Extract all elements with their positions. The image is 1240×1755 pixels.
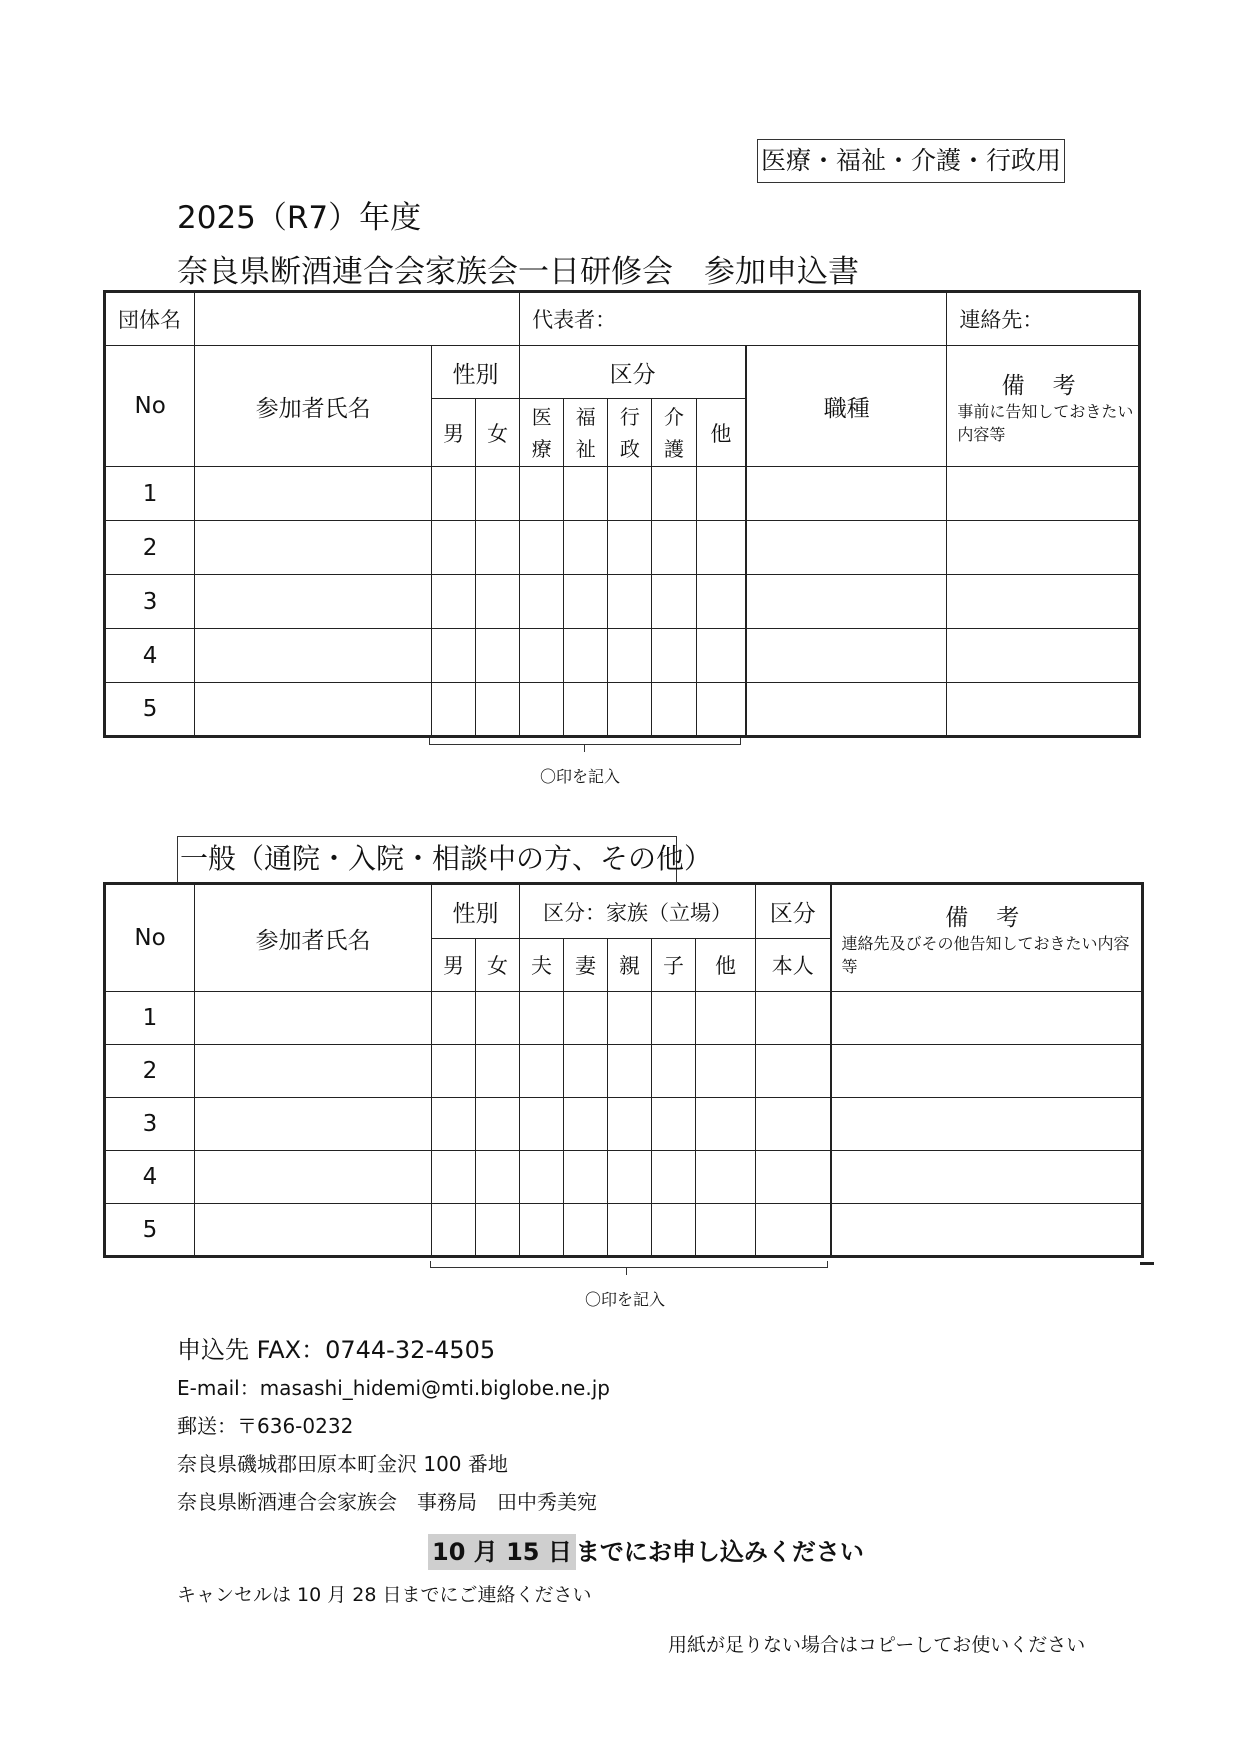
remarks-title: 備考 xyxy=(1001,372,1104,399)
remarks-cell[interactable] xyxy=(947,575,1140,629)
welfare-cell[interactable] xyxy=(564,521,608,575)
table-row xyxy=(105,575,1140,629)
male-cell[interactable] xyxy=(432,1098,476,1151)
other-cell[interactable] xyxy=(696,521,746,575)
child-cell[interactable] xyxy=(652,1045,696,1098)
other-cell[interactable] xyxy=(696,1045,756,1098)
row-number: 1 xyxy=(105,467,195,521)
parent-cell[interactable] xyxy=(608,1098,652,1151)
husband-cell[interactable] xyxy=(520,992,564,1045)
name-cell[interactable] xyxy=(195,629,432,683)
female-cell[interactable] xyxy=(476,521,520,575)
email-line: E-mail：masashi_hidemi@mti.biglobe.ne.jp xyxy=(177,1376,610,1400)
table-row xyxy=(105,683,1140,737)
general-section-title: 一般（通院・入院・相談中の方、その他） xyxy=(177,836,677,882)
care-header xyxy=(652,399,696,467)
contact-field[interactable]: 連絡先： xyxy=(947,292,1140,346)
male-cell[interactable] xyxy=(432,1045,476,1098)
usage-badge: 医療・福祉・介護・行政用 xyxy=(757,139,1065,183)
child-cell[interactable] xyxy=(652,1204,696,1257)
deadline-notice xyxy=(428,1532,864,1567)
family-header: 区分：家族（立場） xyxy=(520,884,756,939)
husband-cell[interactable] xyxy=(520,1098,564,1151)
medical-cell[interactable] xyxy=(520,629,564,683)
remarks-header xyxy=(831,884,1143,992)
category-header: 区分 xyxy=(520,346,747,399)
child-cell[interactable] xyxy=(652,1098,696,1151)
medical-char2: 療 xyxy=(531,436,552,461)
admin-char2: 政 xyxy=(619,436,640,461)
female-cell[interactable] xyxy=(476,575,520,629)
care-char2: 護 xyxy=(664,436,685,461)
address-line: 奈良県磯城郡田原本町金沢 100 番地 xyxy=(177,1452,508,1476)
female-header: 女 xyxy=(476,399,520,467)
table-row xyxy=(105,992,1143,1045)
job-cell[interactable] xyxy=(746,467,947,521)
female-cell[interactable] xyxy=(476,683,520,737)
gender-header: 性別 xyxy=(431,346,519,399)
mark-bracket-tick-2 xyxy=(626,1267,627,1275)
fax-line: 申込先 FAX：0744-32-4505 xyxy=(177,1336,496,1364)
other-cell[interactable] xyxy=(696,1151,756,1204)
care-char1: 介 xyxy=(664,404,685,429)
application-table-professional xyxy=(103,290,1141,738)
other-cell[interactable] xyxy=(696,575,746,629)
male-header: 男 xyxy=(431,399,475,467)
other-cell[interactable] xyxy=(696,992,756,1045)
wife-cell[interactable] xyxy=(564,1204,608,1257)
name-cell[interactable] xyxy=(195,575,432,629)
child-header: 子 xyxy=(652,939,696,992)
table-row xyxy=(105,629,1140,683)
parent-cell[interactable] xyxy=(608,992,652,1045)
female-cell[interactable] xyxy=(476,1204,520,1257)
deadline-date: 10 月 15 日 xyxy=(428,1534,576,1570)
care-cell[interactable] xyxy=(652,521,696,575)
row-number: 1 xyxy=(105,992,195,1045)
row-number: 3 xyxy=(105,575,195,629)
remarks-cell[interactable] xyxy=(947,683,1140,737)
name-header: 参加者氏名 xyxy=(195,346,432,467)
remarks-cell[interactable] xyxy=(947,521,1140,575)
row-number: 5 xyxy=(105,683,195,737)
male-header: 男 xyxy=(432,939,476,992)
medical-cell[interactable] xyxy=(520,521,564,575)
husband-cell[interactable] xyxy=(520,1151,564,1204)
remarks-cell[interactable] xyxy=(831,992,1143,1045)
admin-cell[interactable] xyxy=(608,629,652,683)
admin-char1: 行 xyxy=(619,404,640,429)
office-line: 奈良県断酒連合会家族会 事務局 田中秀美宛 xyxy=(177,1490,597,1514)
care-cell[interactable] xyxy=(652,467,696,521)
medical-char1: 医 xyxy=(531,404,552,429)
name-header: 参加者氏名 xyxy=(195,884,432,992)
no-header: No xyxy=(105,346,195,467)
male-cell[interactable] xyxy=(432,1204,476,1257)
page-title: 奈良県断酒連合会家族会一日研修会 参加申込書 xyxy=(177,254,859,290)
remarks-cell[interactable] xyxy=(831,1045,1143,1098)
male-cell[interactable] xyxy=(431,521,475,575)
name-cell[interactable] xyxy=(195,521,432,575)
self-cell[interactable] xyxy=(756,1098,831,1151)
job-header: 職種 xyxy=(746,346,947,467)
admin-cell[interactable] xyxy=(608,683,652,737)
table-row xyxy=(105,521,1140,575)
row-number: 2 xyxy=(105,521,195,575)
husband-header: 夫 xyxy=(520,939,564,992)
name-cell[interactable] xyxy=(195,1098,432,1151)
job-cell[interactable] xyxy=(746,683,947,737)
remarks-title: 備考 xyxy=(945,904,1048,931)
remarks-cell[interactable] xyxy=(831,1151,1143,1204)
mark-bracket-tick-1 xyxy=(584,744,585,752)
welfare-char1: 福 xyxy=(575,404,596,429)
husband-cell[interactable] xyxy=(520,1045,564,1098)
wife-cell[interactable] xyxy=(564,1045,608,1098)
welfare-cell[interactable] xyxy=(564,683,608,737)
female-cell[interactable] xyxy=(476,992,520,1045)
representative-field[interactable]: 代表者： xyxy=(520,292,947,346)
male-cell[interactable] xyxy=(431,683,475,737)
row-number: 4 xyxy=(105,629,195,683)
name-cell[interactable] xyxy=(195,992,432,1045)
other-header: 他 xyxy=(696,939,756,992)
parent-cell[interactable] xyxy=(608,1045,652,1098)
table-row xyxy=(105,1098,1143,1151)
child-cell[interactable] xyxy=(652,992,696,1045)
male-cell[interactable] xyxy=(431,575,475,629)
parent-header: 親 xyxy=(608,939,652,992)
wife-cell[interactable] xyxy=(564,1098,608,1151)
cancel-notice: キャンセルは 10 月 28 日までにご連絡ください xyxy=(177,1584,592,1606)
row-number: 2 xyxy=(105,1045,195,1098)
name-cell[interactable] xyxy=(195,683,432,737)
name-cell[interactable] xyxy=(195,1045,432,1098)
no-header: No xyxy=(105,884,195,992)
remarks-cell[interactable] xyxy=(947,467,1140,521)
other-cell[interactable] xyxy=(696,683,746,737)
mark-note-1: 〇印を記入 xyxy=(540,767,621,786)
self-cell[interactable] xyxy=(756,1204,831,1257)
category-header: 区分 xyxy=(756,884,831,939)
job-cell[interactable] xyxy=(746,629,947,683)
other-cell[interactable] xyxy=(696,1098,756,1151)
female-header: 女 xyxy=(476,939,520,992)
husband-cell[interactable] xyxy=(520,1204,564,1257)
welfare-header xyxy=(564,399,608,467)
table-row xyxy=(105,1151,1143,1204)
name-cell[interactable] xyxy=(195,467,432,521)
postal-line: 郵送：〒636-0232 xyxy=(177,1414,354,1438)
wife-cell[interactable] xyxy=(564,992,608,1045)
fiscal-year: 2025（R7）年度 xyxy=(177,200,422,236)
application-table-general xyxy=(103,882,1144,1258)
male-cell[interactable] xyxy=(431,467,475,521)
gender-header: 性別 xyxy=(432,884,520,939)
remarks-header xyxy=(947,346,1140,467)
admin-cell[interactable] xyxy=(608,521,652,575)
parent-cell[interactable] xyxy=(608,1204,652,1257)
medical-header xyxy=(520,399,564,467)
remarks-cell[interactable] xyxy=(947,629,1140,683)
org-field[interactable] xyxy=(195,292,520,346)
male-cell[interactable] xyxy=(431,629,475,683)
female-cell[interactable] xyxy=(476,1045,520,1098)
other-cell[interactable] xyxy=(696,467,746,521)
table-row xyxy=(105,1045,1143,1098)
care-cell[interactable] xyxy=(652,575,696,629)
job-cell[interactable] xyxy=(746,575,947,629)
wife-header: 妻 xyxy=(564,939,608,992)
table-row xyxy=(105,467,1140,521)
remarks-note: 連絡先及びその他告知しておきたい内容等 xyxy=(841,933,1130,976)
row-number: 5 xyxy=(105,1204,195,1257)
welfare-char2: 祉 xyxy=(575,436,596,461)
job-cell[interactable] xyxy=(746,521,947,575)
parent-cell[interactable] xyxy=(608,1151,652,1204)
medical-cell[interactable] xyxy=(520,467,564,521)
care-cell[interactable] xyxy=(652,683,696,737)
remarks-note: 事前に告知しておきたい内容等 xyxy=(957,401,1134,444)
self-cell[interactable] xyxy=(756,1151,831,1204)
welfare-cell[interactable] xyxy=(564,629,608,683)
self-cell[interactable] xyxy=(756,992,831,1045)
self-header: 本人 xyxy=(756,939,831,992)
name-cell[interactable] xyxy=(195,1204,432,1257)
other-cell[interactable] xyxy=(696,1204,756,1257)
remarks-cell[interactable] xyxy=(831,1098,1143,1151)
female-cell[interactable] xyxy=(476,629,520,683)
mark-bracket-1 xyxy=(429,738,741,745)
name-cell[interactable] xyxy=(195,1151,432,1204)
male-cell[interactable] xyxy=(432,1151,476,1204)
table-row xyxy=(105,1204,1143,1257)
admin-cell[interactable] xyxy=(608,467,652,521)
self-cell[interactable] xyxy=(756,1045,831,1098)
female-cell[interactable] xyxy=(476,1151,520,1204)
admin-cell[interactable] xyxy=(608,575,652,629)
org-label: 団体名 xyxy=(105,292,195,346)
child-cell[interactable] xyxy=(652,1151,696,1204)
mark-bracket-2 xyxy=(430,1261,828,1268)
wife-cell[interactable] xyxy=(564,1151,608,1204)
medical-cell[interactable] xyxy=(520,575,564,629)
female-cell[interactable] xyxy=(476,467,520,521)
medical-cell[interactable] xyxy=(520,683,564,737)
male-cell[interactable] xyxy=(432,992,476,1045)
welfare-cell[interactable] xyxy=(564,575,608,629)
admin-header xyxy=(608,399,652,467)
deadline-text: までにお申し込みください xyxy=(575,1538,864,1566)
female-cell[interactable] xyxy=(476,1098,520,1151)
row-number: 3 xyxy=(105,1098,195,1151)
remarks-cell[interactable] xyxy=(831,1204,1143,1257)
other-cell[interactable] xyxy=(696,629,746,683)
copy-note: 用紙が足りない場合はコピーしてお使いください xyxy=(668,1634,1086,1656)
mark-note-2: 〇印を記入 xyxy=(585,1290,666,1309)
table-line-extension xyxy=(1140,1262,1154,1265)
welfare-cell[interactable] xyxy=(564,467,608,521)
row-number: 4 xyxy=(105,1151,195,1204)
other-header: 他 xyxy=(696,399,746,467)
care-cell[interactable] xyxy=(652,629,696,683)
